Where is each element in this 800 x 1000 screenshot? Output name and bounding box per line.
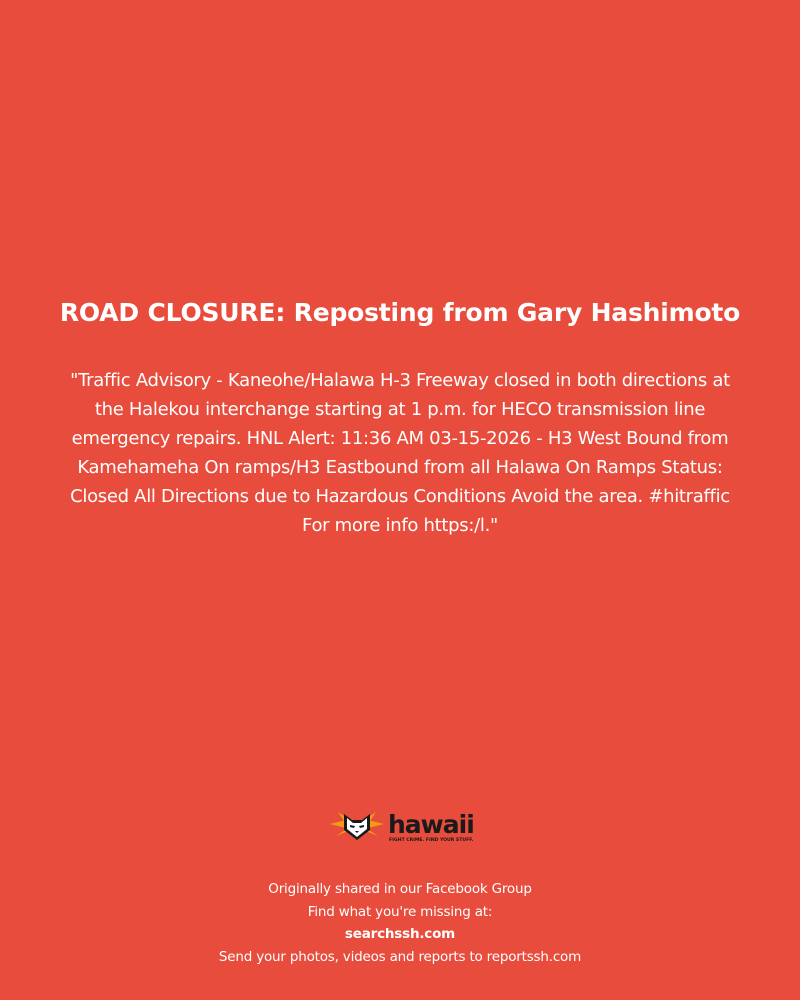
post-content — [0, 296, 800, 540]
brand-logo — [326, 806, 482, 846]
footer-find-note: Find what you're missing at: — [307, 903, 493, 920]
logo-tagline: FIGHT CRIME. FIND YOUR STUFF. — [389, 838, 474, 843]
footer-report-note: Send your photos, videos and reports to reportssh.com — [218, 948, 582, 965]
logo-wordmark: hawaii — [388, 810, 474, 839]
footer-website-link[interactable]: searchssh.com — [344, 926, 456, 942]
post-body: "Traffic Advisory - Kaneohe/Halawa H-3 Freeway closed in both directions at the Halekou interchange starting at 1 p.m. for HECO transmission line emergency repairs. HNL Alert: 11:36 AM 03-15-2026 - H3 West Bound from Kamehameha On ramps/H3 Eastbound from all Halawa On Ramps Status: Closed All Directions due to Hazardous Conditions Avoid the area. #hitraffic For more info https:/l." — [70, 370, 730, 536]
cat-mascot-icon — [330, 812, 384, 840]
post-headline: ROAD CLOSURE: Reposting from Gary Hashimoto — [59, 298, 741, 327]
footer-shared-note: Originally shared in our Facebook Group — [268, 881, 532, 897]
footer — [0, 878, 800, 968]
